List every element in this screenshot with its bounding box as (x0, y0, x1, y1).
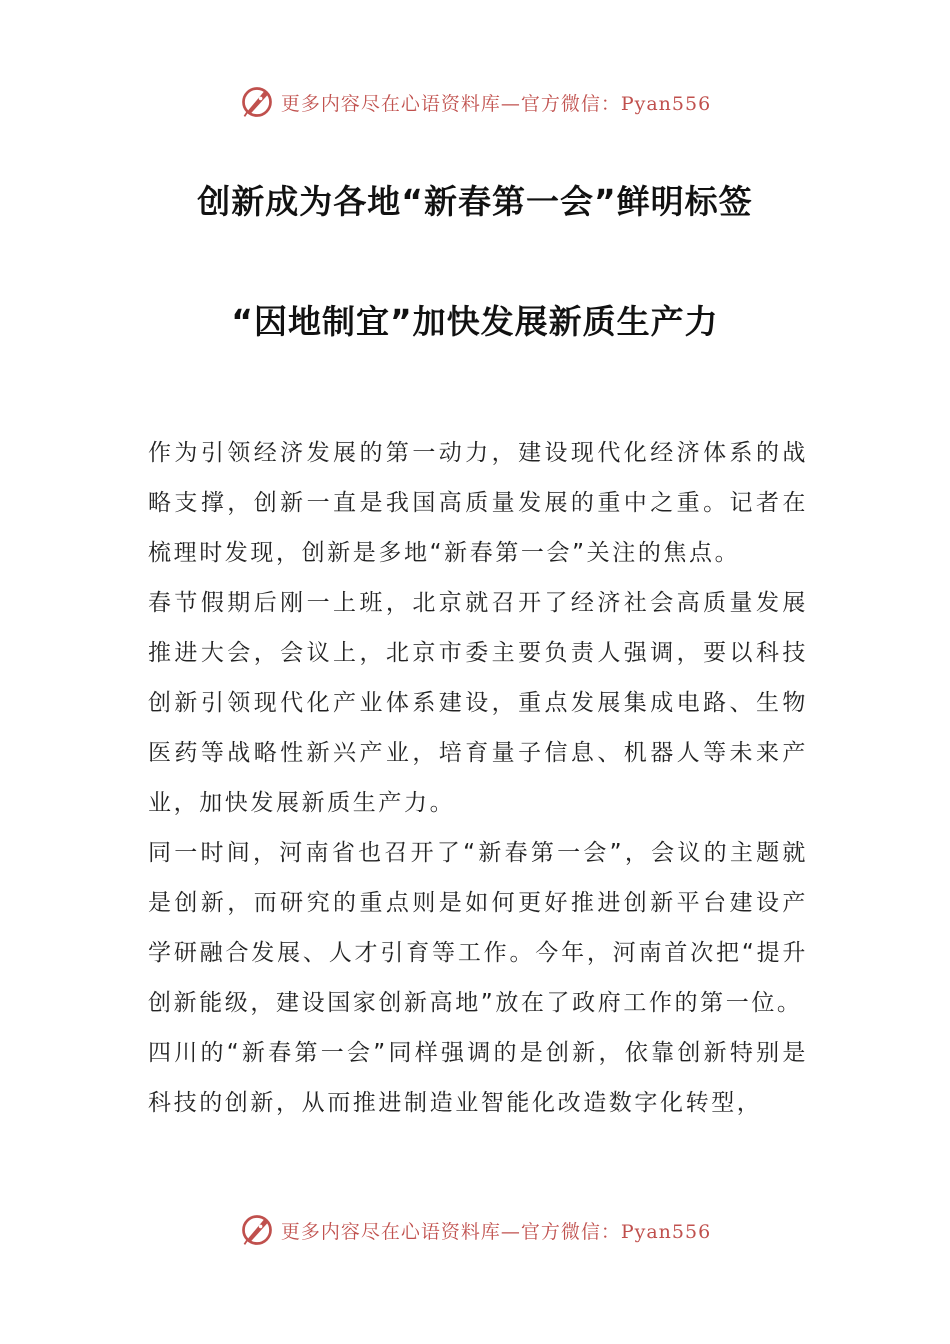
paragraph: 四川的“新春第一会”同样强调的是创新，依靠创新特别是科技的创新，从而推进制造业智能化改造数字化转型， (148, 1040, 808, 1116)
document-title: 创新成为各地“新春第一会”鲜明标签 (197, 182, 753, 221)
footer-watermark (0, 1210, 950, 1250)
pen-nib-logo-icon (239, 1212, 275, 1248)
paragraph: 作为引领经济发展的第一动力，建设现代化经济体系的战略支撑，创新一直是我国高质量发展的重中之重。记者在梳理时发现，创新是多地“新春第一会”关注的焦点。 (148, 440, 808, 566)
paragraph: 春节假期后刚一上班，北京就召开了经济社会高质量发展推进大会，会议上，北京市委主要负责人强调，要以科技创新引领现代化产业体系建设，重点发展集成电路、生物医药等战略性新兴产业，培育量子信息、机器人等未来产业，加快发展新质生产力。 (148, 590, 808, 816)
document-subtitle: “因地制宜”加快发展新质生产力 (231, 302, 719, 341)
header-watermark (0, 82, 950, 122)
pen-nib-logo-icon (239, 84, 275, 120)
article-body (148, 428, 808, 1128)
watermark-text: 更多内容尽在心语资料库—官方微信：Pyan556 (280, 1220, 712, 1243)
paragraph: 同一时间，河南省也召开了“新春第一会”，会议的主题就是创新，而研究的重点则是如何更好推进创新平台建设产学研融合发展、人才引育等工作。今年，河南首次把“提升创新能级，建设国家创新高地”放在了政府工作的第一位。 (148, 840, 808, 1016)
watermark-text: 更多内容尽在心语资料库—官方微信：Pyan556 (280, 92, 712, 115)
